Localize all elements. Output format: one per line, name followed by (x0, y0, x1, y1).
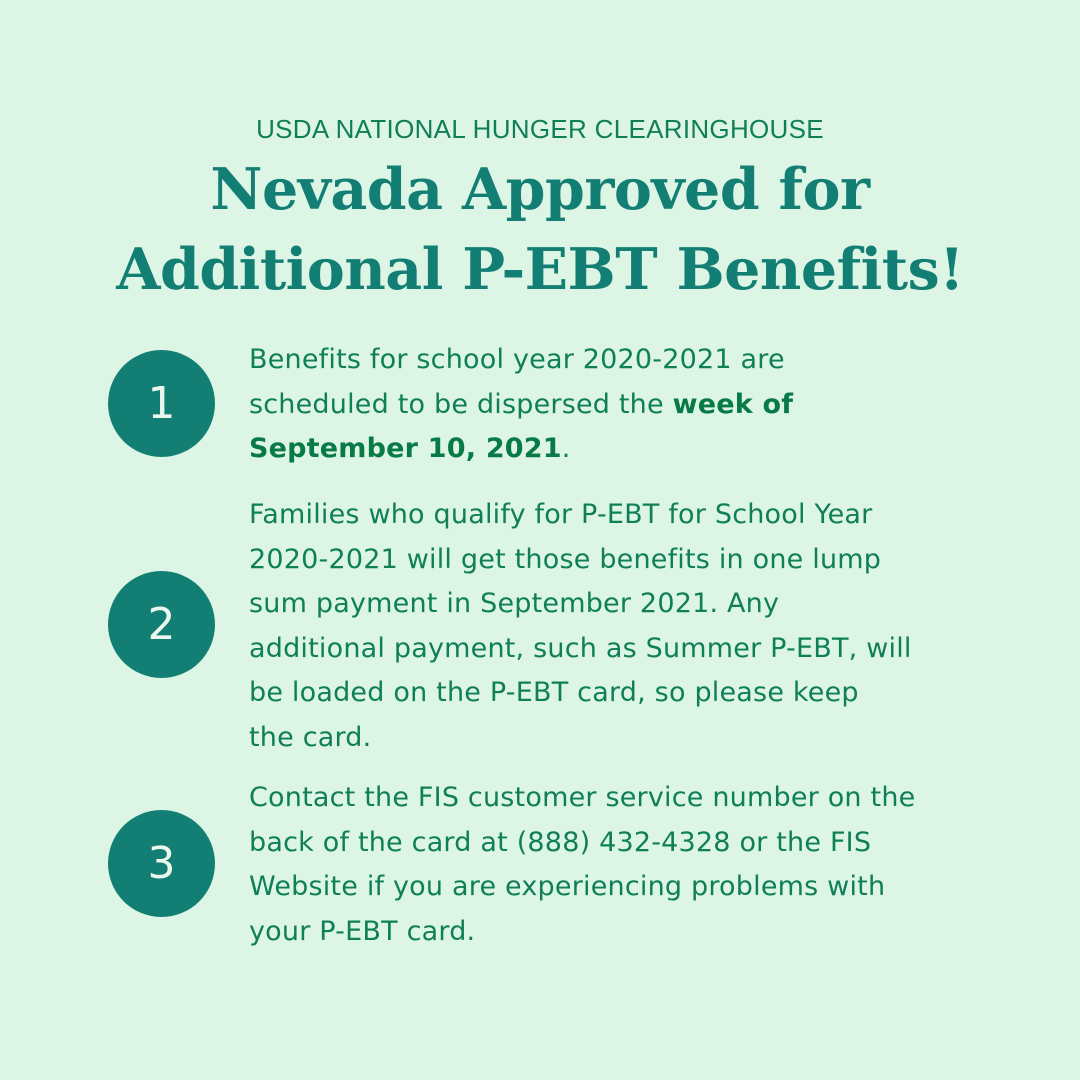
step-2-line-5: be loaded on the P-EBT card, so please keep (249, 677, 859, 708)
step-1-badge: 1 (108, 350, 215, 457)
step-1-line-2-text: scheduled to be dispersed the (249, 388, 673, 420)
title-line-1: Nevada Approved for (210, 156, 870, 223)
step-1-line-3-tail: . (561, 433, 571, 464)
step-3-line-1: Contact the FIS customer service number on the (249, 782, 916, 813)
step-1-line-3 (249, 427, 989, 472)
step-2-line-4: additional payment, such as Summer P-EBT, will (249, 632, 912, 664)
step-1-text (249, 338, 989, 472)
step-2-line-1: Families who qualify for P-EBT for School Year (249, 499, 873, 530)
step-1-date-emphasis-end: September 10, 2021 (249, 433, 562, 464)
step-3-badge: 3 (108, 810, 215, 917)
step-2-badge: 2 (108, 571, 215, 678)
step-2-text (249, 493, 989, 760)
step-1-date-emphasis-start: week of (672, 388, 794, 420)
page-title (0, 150, 1080, 310)
header-kicker: USDA NATIONAL HUNGER CLEARINGHOUSE (256, 114, 824, 144)
step-1-line-1: Benefits for school year 2020-2021 are (249, 344, 785, 375)
step-3-text (249, 776, 989, 954)
step-2-line-6: the card. (249, 721, 372, 753)
step-2-line-3: sum payment in September 2021. Any (249, 588, 780, 619)
step-3-line-2: back of the card at (888) 432-4328 or the FIS (249, 826, 872, 858)
title-line-2: Additional P-EBT Benefits! (116, 236, 964, 303)
step-2-line-2: 2020-2021 will get those benefits in one lump (249, 543, 882, 575)
step-1-line-2 (249, 383, 989, 428)
step-3-line-3: Website if you are experiencing problems with (249, 871, 886, 902)
step-3-line-4: your P-EBT card. (249, 915, 476, 947)
